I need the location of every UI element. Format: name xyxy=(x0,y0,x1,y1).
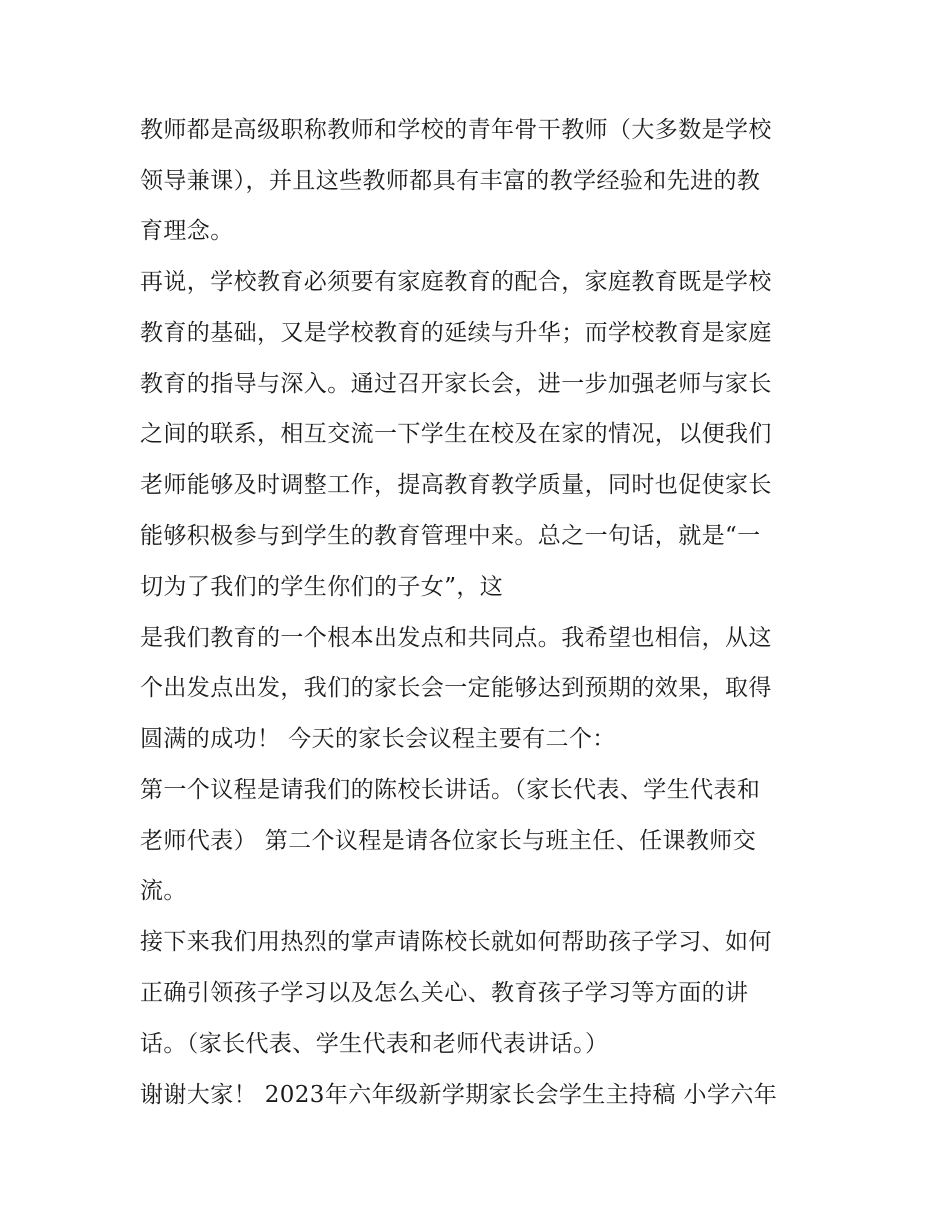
text-line: 个出发点出发，我们的家长会一定能够达到预期的效果，取得 xyxy=(140,675,772,701)
text-line: 正确引领孩子学习以及怎么关心、教育孩子学习等方面的讲 xyxy=(140,980,749,1006)
text-line: 教育的指导与深入。通过召开家长会，进一步加强老师与家长 xyxy=(140,371,772,397)
text-line: 话。（家长代表、学生代表和老师代表讲话。） xyxy=(140,1031,609,1057)
text-line: 老师能够及时调整工作，提高教育教学质量，同时也促使家长 xyxy=(140,472,772,498)
text-line: 流。 xyxy=(140,878,187,904)
text-line: 谢谢大家！ 2023年六年级新学期家长会学生主持稿 小学六年 xyxy=(140,1082,778,1108)
text-line: 育理念。 xyxy=(140,218,234,244)
text-line: 第一个议程是请我们的陈校长讲话。（家长代表、学生代表和 xyxy=(140,777,761,803)
text-line: 再说，学校教育必须要有家庭教育的配合，家庭教育既是学校 xyxy=(140,269,772,295)
text-line: 之间的联系，相互交流一下学生在校及在家的情况，以便我们 xyxy=(140,421,772,447)
text-line: 教师都是高级职称教师和学校的青年骨干教师（大多数是学校 xyxy=(140,117,772,143)
text-line: 接下来我们用热烈的掌声请陈校长就如何帮助孩子学习、如何 xyxy=(140,929,772,955)
text-line: 圆满的成功！ 今天的家长会议程主要有二个： xyxy=(140,726,616,752)
text-line: 老师代表） 第二个议程是请各位家长与班主任、任课教师交 xyxy=(140,828,757,854)
text-line: 切为了我们的学生你们的子女”，这 xyxy=(140,574,504,600)
text-line: 教育的基础，又是学校教育的延续与升华；而学校教育是家庭 xyxy=(140,320,772,346)
text-line: 领导兼课），并且这些教师都具有丰富的教学经验和先进的教 xyxy=(140,168,761,194)
text-line: 是我们教育的一个根本出发点和共同点。我希望也相信，从这 xyxy=(140,625,772,651)
text-line: 能够积极参与到学生的教育管理中来。总之一句话，就是“一 xyxy=(140,523,761,549)
